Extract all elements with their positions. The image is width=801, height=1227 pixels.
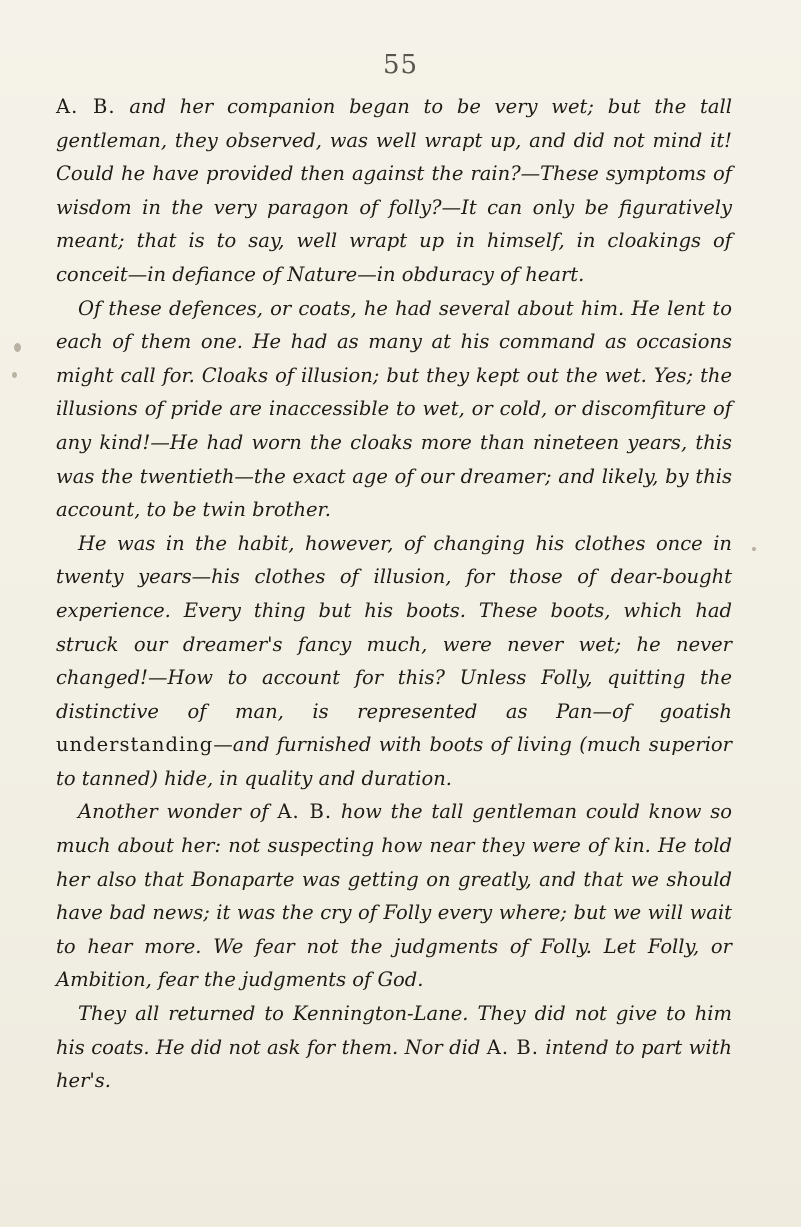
text-run: —and furnished with boots of living (much superior to tanned) hide, in quality and duration. [56,733,732,790]
body-text [56,90,732,1098]
paper-speck [752,547,756,551]
text-run: A. B. [486,1035,539,1059]
paper-speck [12,372,17,378]
paragraph-3 [56,527,732,796]
paper-speck [14,343,21,352]
text-run: intend to part with her's. [56,1035,732,1093]
paragraph-4 [56,795,732,997]
page-number: 55 [382,50,419,80]
text-run: and her companion began to be very wet; but the tall gentleman, they observed, was well wrapt up, and did not mind it! Could he have provided then against the rain?—These symptoms of wisdom in the very paragon of folly?—It can only be figuratively meant; that is to say, well wrapt up in himself, in cloakings of conceit—in defiance of Nature—in obduracy of heart. [56,95,732,286]
text-run: understanding [56,733,214,757]
paragraph-5 [56,997,732,1098]
text-run: They all returned to Kennington-Lane. They did not give to him his coats. He did not ask for them. Nor did [56,1002,732,1059]
paragraph-1 [56,90,732,292]
text-run: Of these defences, or coats, he had several about him. He lent to each of them one. He had as many at his command as occasions might call for. Cloaks of illusion; but they kept out the wet. Yes; the illusions of pride are inaccessible to wet, or cold, or discomfiture of any kind!—He had worn the cloaks more than nineteen years, this was the twentieth—the exact age of our dreamer; and likely, by this account, to be twin brother. [56,296,732,522]
text-run: He was in the habit, however, of changing his clothes once in twenty years—his clothes of illusion, for those of dear-bought experience. Every thing but his boots. These boots, which had struck our dreamer's fancy much, were never wet; he never changed!—How to account for this? Unless Folly, quitting the distinctive of man, is represented as Pan—of goatish [56,531,732,723]
text-run: A. B. [56,95,116,118]
text-run: Another wonder of [78,800,278,824]
text-run: how the tall gentleman could know so much about her: not suspecting how near they were of kin. He told her also that Bonaparte was getting on greatly, and that we should have bad news; it was the cry of Folly every where; but we will wait to hear more. We fear not the judgments of Folly. Let Folly, or Ambition, fear the judgments of God. [56,800,732,992]
paragraph-2 [56,292,732,527]
text-run: A. B. [277,800,333,824]
